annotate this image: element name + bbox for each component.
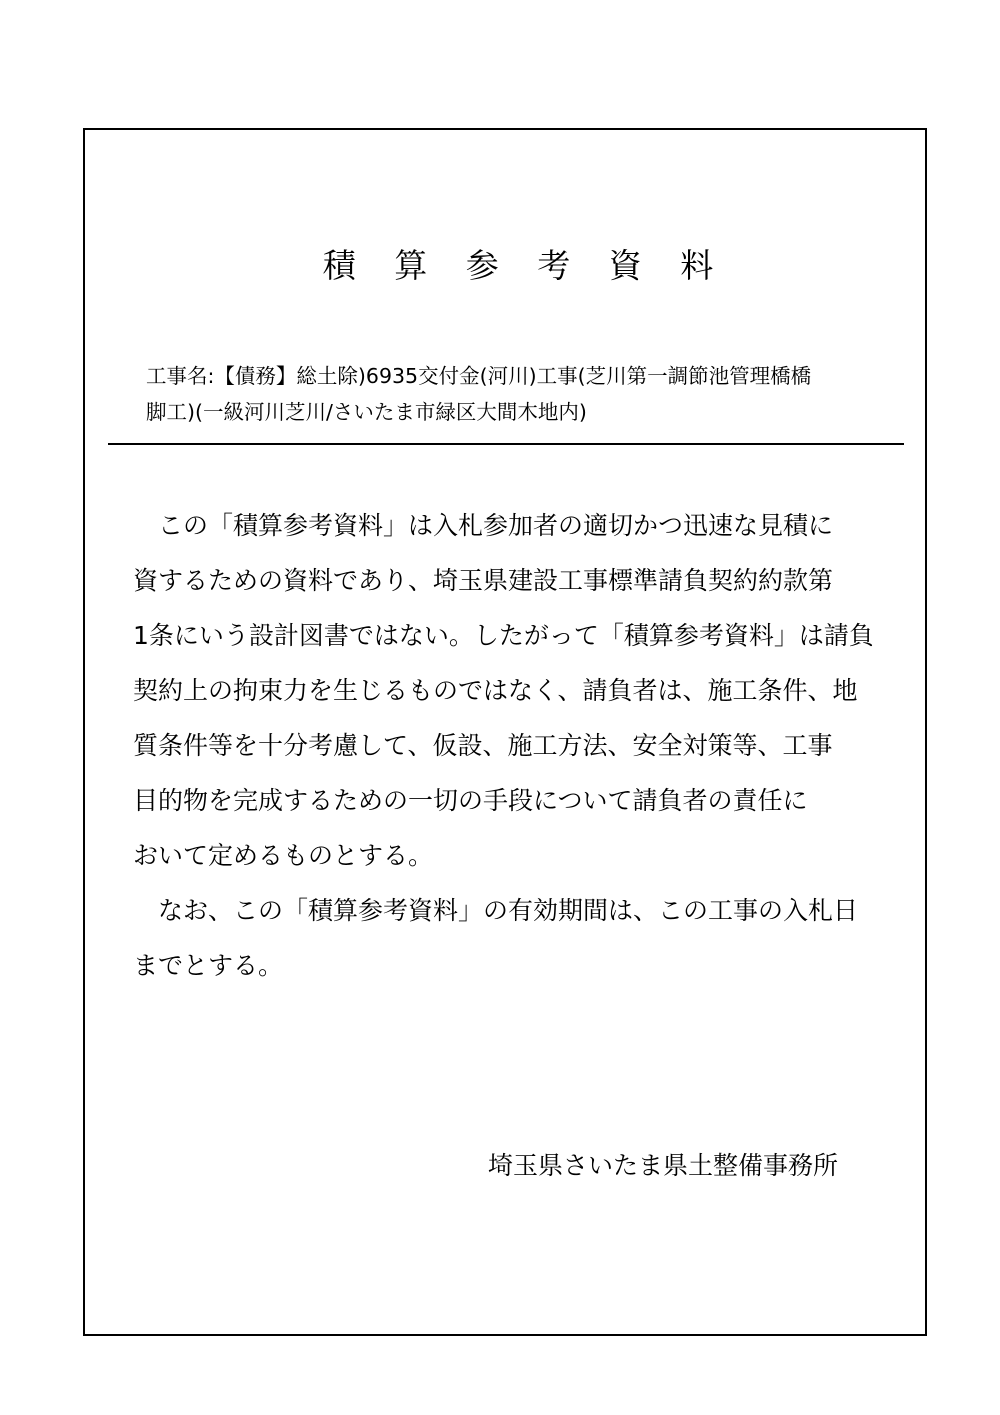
notice-line: までとする。 <box>133 951 284 980</box>
notice-line: 1条にいう設計図書ではない。したがって「積算参考資料」は請負 <box>133 621 874 650</box>
notice-line: 資するための資料であり、埼玉県建設工事標準請負契約約款第 <box>133 566 834 595</box>
notice-line: 契約上の拘束力を生じるものではなく、請負者は、施工条件、地 <box>133 676 858 705</box>
project-name-line-2: 脚工)(一級河川芝川/さいたま市緑区大間木地内) <box>146 400 587 424</box>
document-title: 積 算 参 考 資 料 <box>322 246 728 285</box>
project-name <box>146 358 906 430</box>
project-name-line-1: 工事名:【債務】総土除)6935交付金(河川)工事(芝川第一調節池管理橋橋 <box>146 364 812 388</box>
notice-line: 質条件等を十分考慮して、仮設、施工方法、安全対策等、工事 <box>133 731 833 760</box>
notice-line: 目的物を完成するための一切の手段について請負者の責任に <box>133 786 808 815</box>
notice-line: おいて定めるものとする。 <box>133 841 434 870</box>
divider-line <box>108 443 904 445</box>
notice-line: なお、この「積算参考資料」の有効期間は、この工事の入札日 <box>133 896 859 925</box>
notice-body <box>133 498 913 993</box>
notice-line: この「積算参考資料」は入札参加者の適切かつ迅速な見積に <box>133 511 834 540</box>
issuer-name: 埼玉県さいたま県土整備事務所 <box>488 1151 839 1180</box>
